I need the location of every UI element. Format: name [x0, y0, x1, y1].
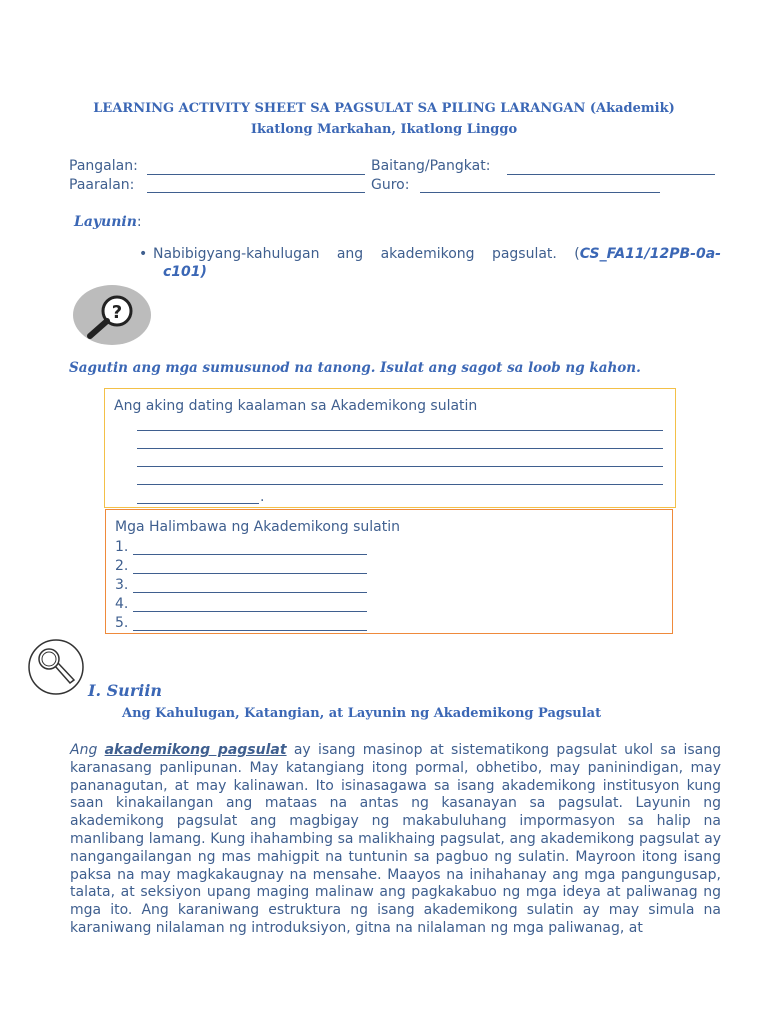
examples-box[interactable]: [105, 509, 673, 634]
magnifier-icon: [27, 637, 85, 697]
svg-text:?: ?: [111, 302, 123, 323]
instruction-text: Sagutin ang mga sumusunod na tanong. Isulat ang sagot sa loob ng kahon.: [69, 360, 641, 376]
pangalan-label: Pangalan:: [69, 158, 138, 174]
example-line: [133, 630, 367, 631]
prior-knowledge-box[interactable]: [104, 388, 676, 508]
answer-line: [137, 448, 663, 449]
body-keyword: akademikong pagsulat: [104, 742, 287, 758]
example-line: [133, 611, 367, 612]
body-paragraph: [70, 742, 721, 938]
prior-knowledge-label: Ang aking dating kaalaman sa Akademikong sulatin: [114, 398, 478, 414]
answer-line: [137, 484, 663, 485]
objective-bullet: •: [139, 246, 148, 262]
example-line: [133, 592, 367, 593]
example-line: [133, 554, 367, 555]
body-lead: Ang: [70, 742, 98, 758]
sheet-title: LEARNING ACTIVITY SHEET SA PAGSULAT SA PILING LARANGAN (Akademik): [93, 101, 675, 116]
guro-field[interactable]: [420, 192, 660, 193]
paaralan-label: Paaralan:: [69, 177, 135, 193]
sheet-subtitle: Ikatlong Markahan, Ikatlong Linggo: [250, 122, 518, 137]
objective-heading: Layunin:: [74, 214, 142, 230]
answer-line: [137, 430, 663, 431]
example-number: 2.: [115, 558, 129, 574]
paaralan-field[interactable]: [147, 192, 365, 193]
section-subheading: Ang Kahulugan, Katangian, at Layunin ng Akademikong Pagsulat: [122, 706, 602, 721]
example-number: 4.: [115, 596, 129, 612]
pangalan-field[interactable]: [147, 174, 365, 175]
examples-label: Mga Halimbawa ng Akademikong sulatin: [115, 519, 400, 535]
baitang-label: Baitang/Pangkat:: [371, 158, 491, 174]
objective-code: c101): [163, 264, 207, 280]
baitang-field[interactable]: [507, 174, 715, 175]
magnifier-question-icon: [72, 284, 152, 346]
example-number: 1.: [115, 539, 129, 555]
body-text: ay isang masinop at sistematikong pagsulat ukol sa isang karanasang panlipunan. May katangiang itong pormal, obhetibo, may paninindigan, may pananagutan, at may kalinawan. Ito isinasagawa sa isang akademikong institusyon kung saan kinakailangan ang mataas na antas ng kasanayan sa pagsulat. Layunin ng akademikong pagsulat ang magbigay ng makabuluhang impormasyon sa halip na manlibang lamang. Kung ihahambing sa malikhaing pagsulat, ang akademikong pagsulat ay nangangailangan ng mas mahigpit na tuntunin sa pagbuo ng sulatin. Mayroon itong isang paksa na may magkakaugnay na mensahe. Maayos na inihahanay ang mga pangungusap, talata, at seksiyon upang maging malinaw ang pagkakabuo ng mga ideya at paliwanag ng mga ito. Ang karaniwang estruktura ng isang akademikong sulatin ay may simula na karaniwang nilalaman ng introduksiyon, gitna na nilalaman ng mga paliwanag, at: [70, 742, 722, 936]
example-line: [133, 573, 367, 574]
example-number: 5.: [115, 615, 129, 631]
answer-line: [137, 503, 259, 504]
objective-text: Nabibigyang-kahulugan ang akademikong pagsulat. (CS_FA11/12PB-0a-: [153, 246, 721, 262]
answer-line: [137, 466, 663, 467]
section-heading: I. Suriin: [88, 681, 163, 700]
answer-end-mark: .: [260, 489, 265, 505]
guro-label: Guro:: [371, 177, 410, 193]
example-number: 3.: [115, 577, 129, 593]
